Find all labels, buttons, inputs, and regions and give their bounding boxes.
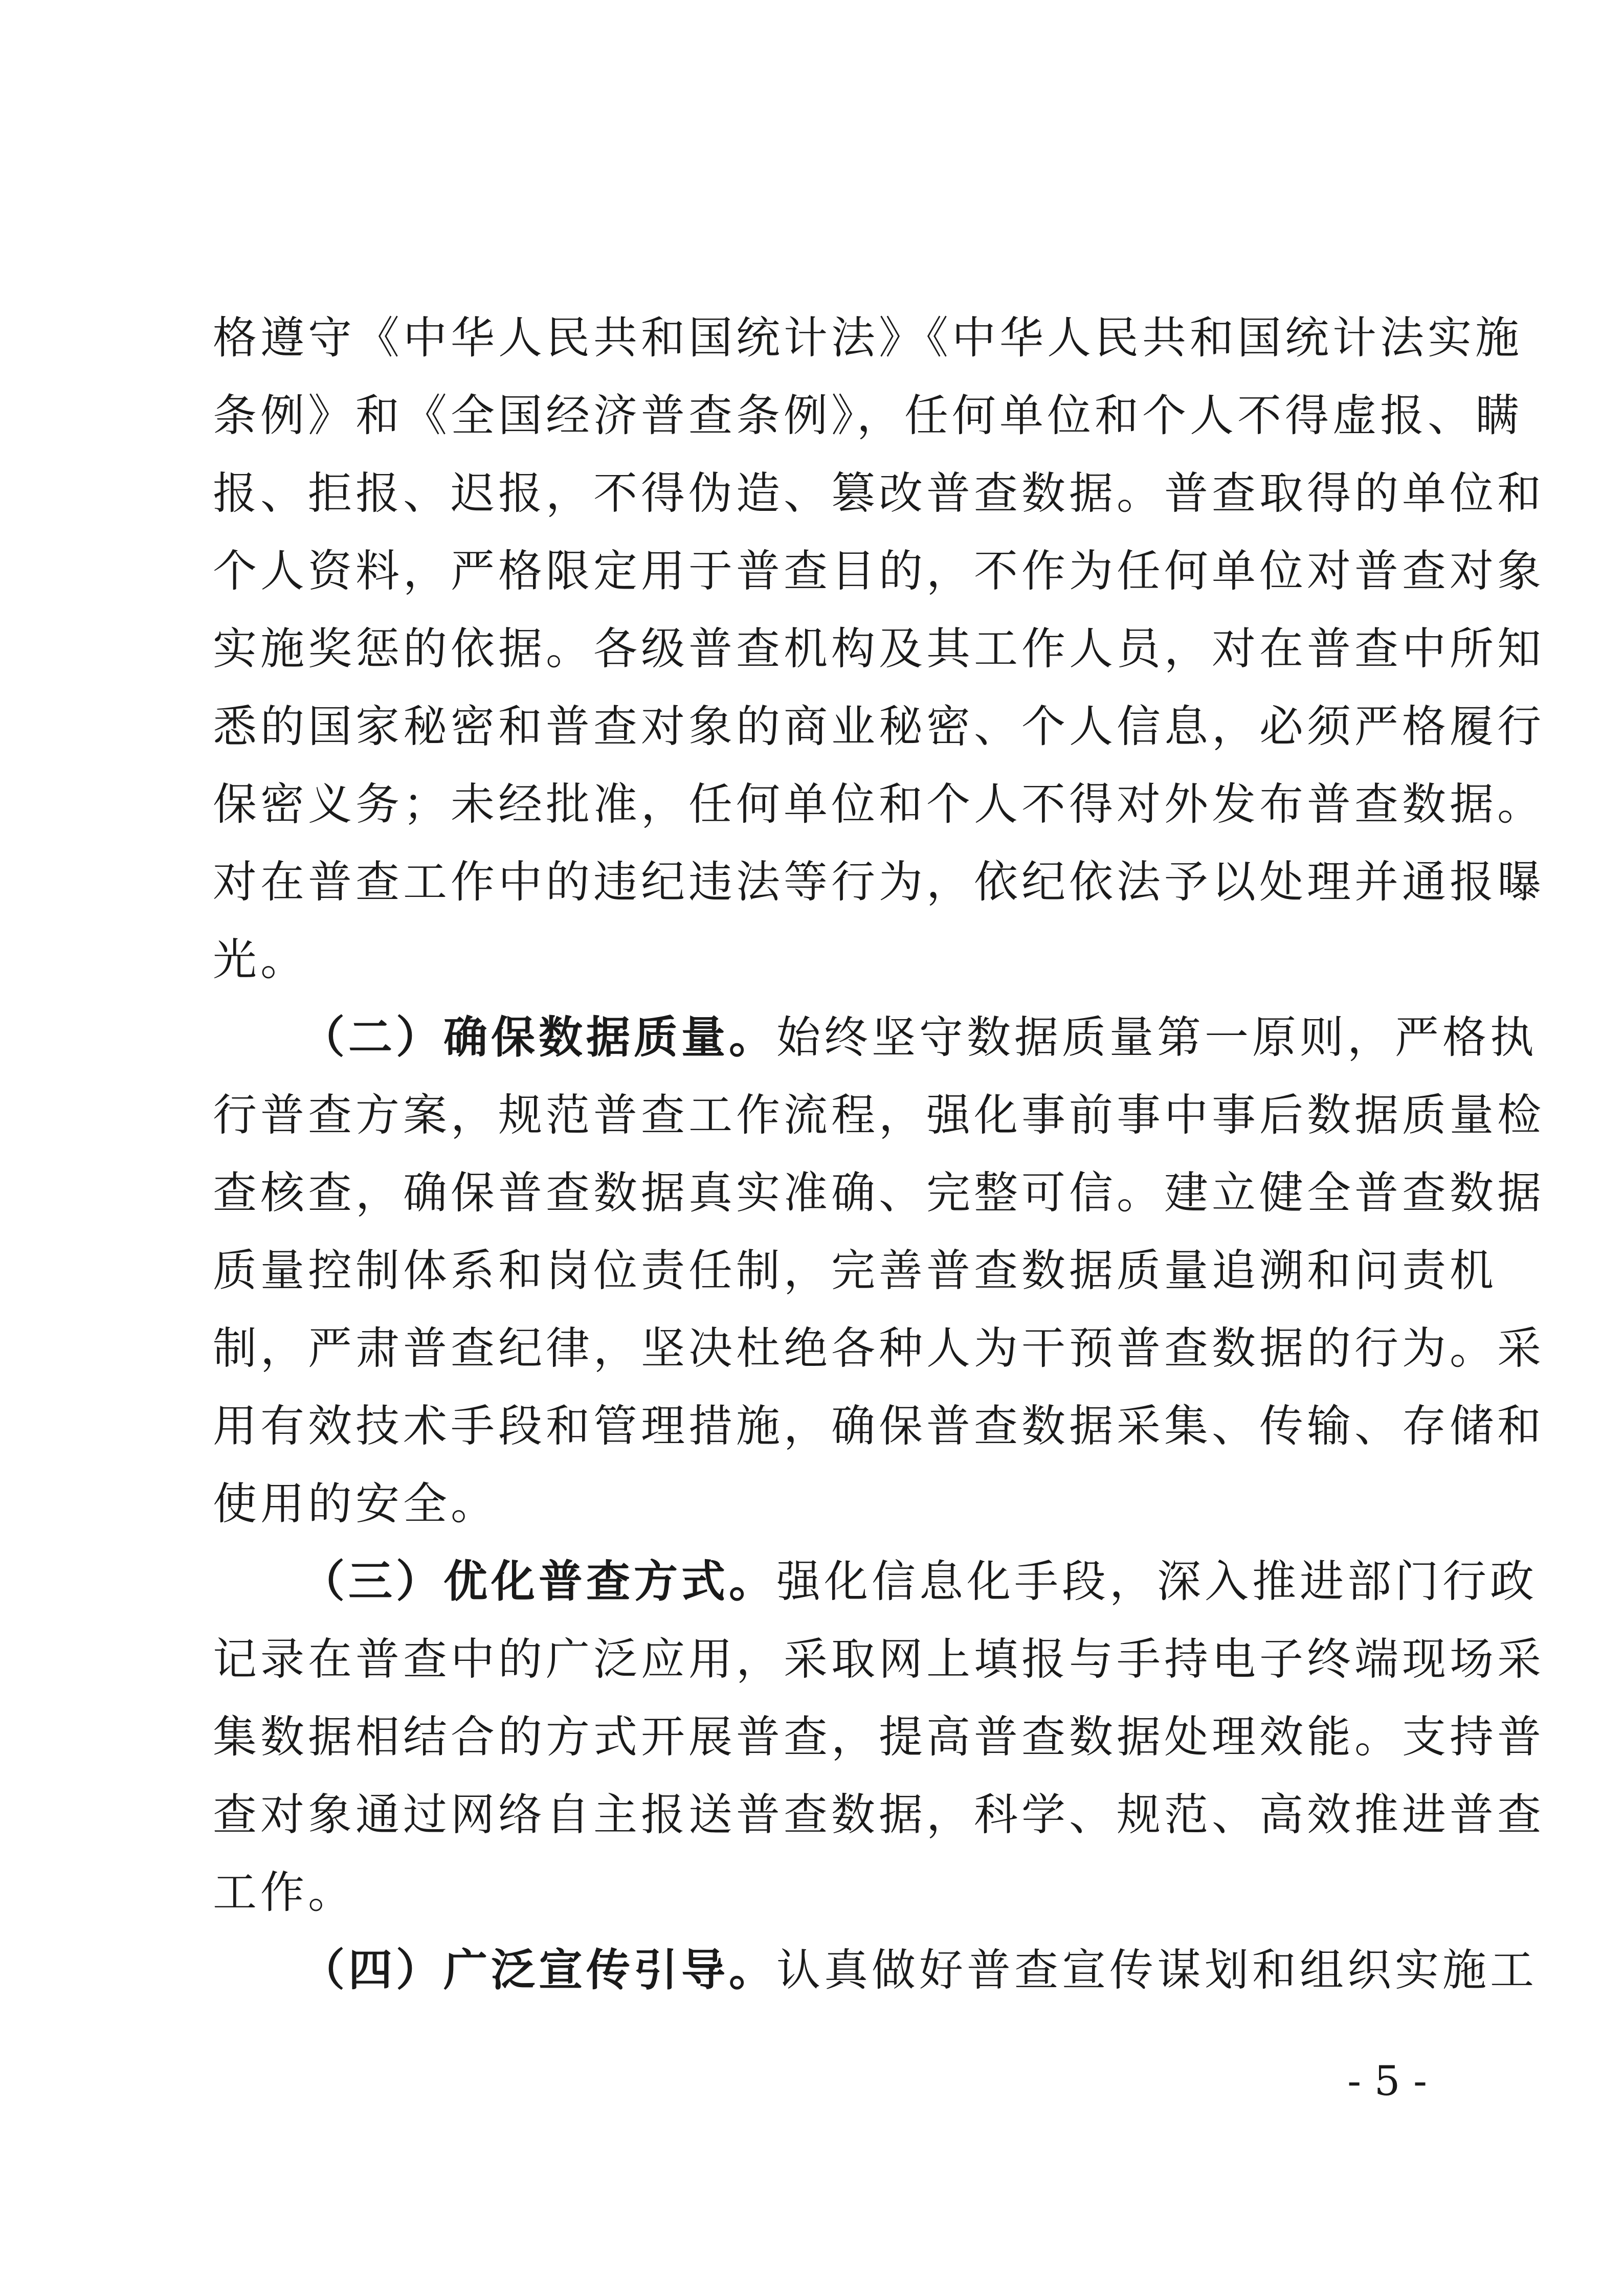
section-2-line-5: 制，严肃普查纪律，坚决杜绝各种人为干预普查数据的行为。采 [213,1323,1545,1374]
section-3-heading: （三）优化普查方式。 [301,1556,776,1607]
section-4-first-line-text: 认真做好普查宣传谋划和组织实施工 [776,1945,1538,1996]
paragraph-1-line-7: 保密义务；未经批准，任何单位和个人不得对外发布普查数据。 [213,779,1545,830]
section-3-line-5: 工作。 [213,1867,355,1918]
section-3-line-4: 查对象通过网络自主报送普查数据，科学、规范、高效推进普查 [213,1789,1545,1840]
section-3-line-2: 记录在普查中的广泛应用，采取网上填报与手持电子终端现场采 [213,1634,1545,1685]
paragraph-1-line-3: 报、拒报、迟报，不得伪造、篡改普查数据。普查取得的单位和 [213,468,1545,519]
section-2-first-line [213,999,1538,1076]
section-2-line-3: 查核查，确保普查数据真实准确、完整可信。建立健全普查数据 [213,1167,1545,1219]
section-2-line-7: 使用的安全。 [213,1478,498,1529]
section-2-line-6: 用有效技术手段和管理措施，确保普查数据采集、传输、存储和 [213,1401,1545,1452]
section-4-first-line [213,1931,1538,2009]
section-2-line-4: 质量控制体系和岗位责任制，完善普查数据质量追溯和问责机 [213,1245,1497,1296]
paragraph-1-line-1: 格遵守《中华人民共和国统计法》《中华人民共和国统计法实施 [213,312,1523,364]
page-number: - 5 - [1347,2057,1427,2105]
paragraph-1-line-8: 对在普查工作中的违纪违法等行为，依纪依法予以处理并通报曝 [213,857,1545,908]
paragraph-1-line-6: 悉的国家秘密和普查对象的商业秘密、个人信息，必须严格履行 [213,701,1545,752]
paragraph-1-line-2: 条例》和《全国经济普查条例》，任何单位和个人不得虚报、瞒 [213,390,1523,441]
section-3-first-line [213,1543,1538,1620]
section-3-line-3: 集数据相结合的方式开展普查，提高普查数据处理效能。支持普 [213,1712,1545,1763]
paragraph-1-line-4: 个人资料，严格限定用于普查目的，不作为任何单位对普查对象 [213,546,1545,597]
section-4-heading: （四）广泛宣传引导。 [301,1944,776,1996]
document-body [213,299,1545,2009]
section-2-line-2: 行普查方案，规范普查工作流程，强化事前事中事后数据质量检 [213,1090,1545,1141]
paragraph-1-line-9: 光。 [213,934,308,985]
section-2-first-line-text: 始终坚守数据质量第一原则，严格执 [776,1012,1538,1063]
section-2-heading: （二）确保数据质量。 [301,1011,776,1063]
section-3-first-line-text: 强化信息化手段，深入推进部门行政 [776,1556,1538,1607]
paragraph-1-line-5: 实施奖惩的依据。各级普查机构及其工作人员，对在普查中所知 [213,623,1545,674]
